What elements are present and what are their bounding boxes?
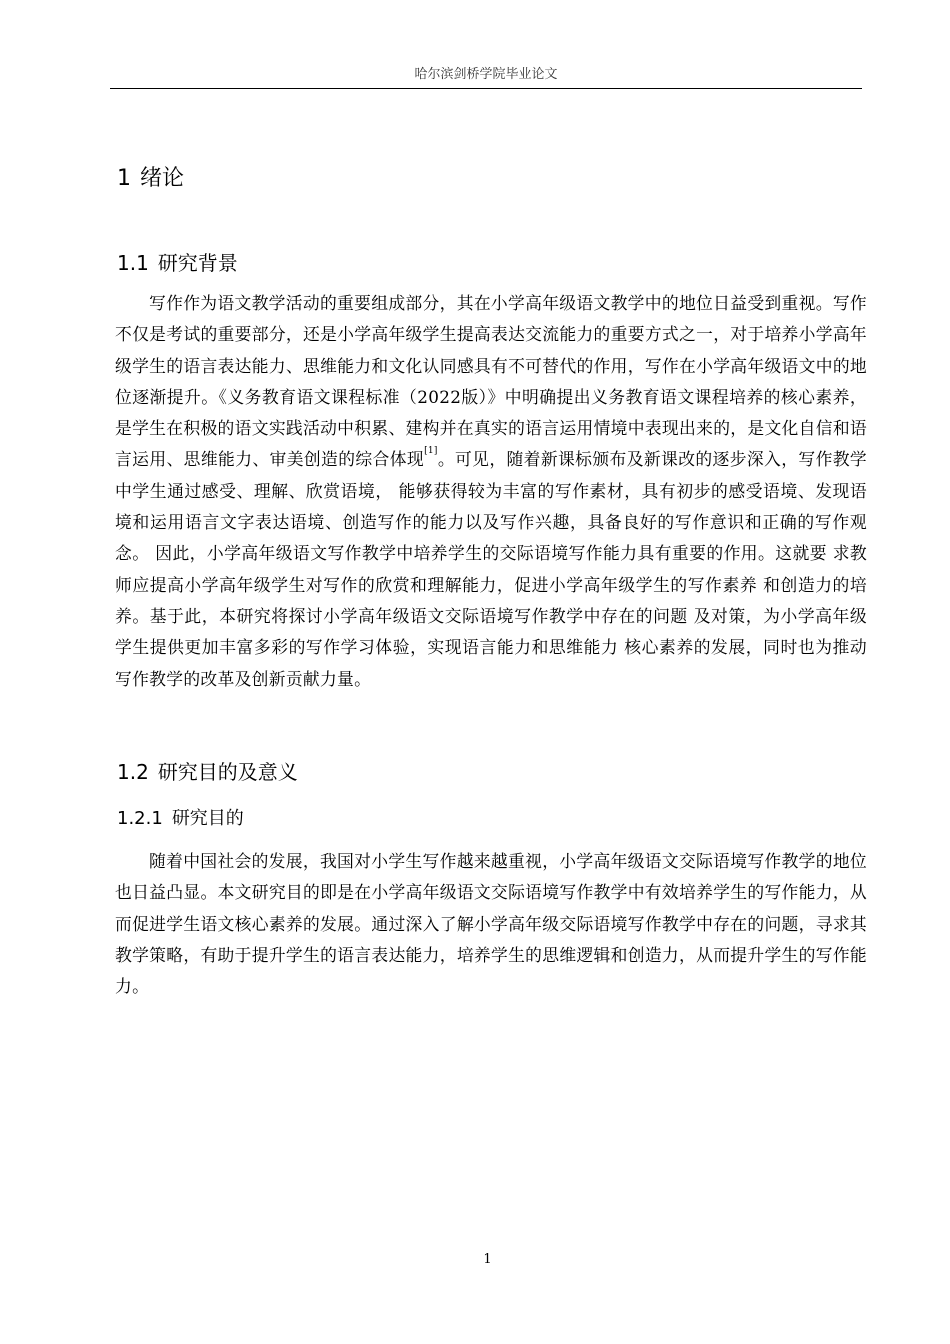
section-number: 1.2 (117, 760, 149, 784)
header-divider (110, 88, 862, 89)
section-number: 1.1 (117, 251, 149, 275)
section-heading-1-1 (117, 248, 238, 278)
chapter-heading (117, 163, 184, 195)
section-title: 研究背景 (157, 251, 238, 275)
subsection-heading-1-2-1 (117, 805, 244, 833)
subsection-number: 1.2.1 (117, 808, 163, 829)
background-paragraph (115, 288, 867, 695)
purpose-paragraph: 随着中国社会的发展，我国对小学生写作越来越重视，小学高年级语文交际语境写作教学的地位也日益凸显。本文研究目的即是在小学高年级语文交际语境写作教学中有效培养学生的写作能力，从而促进学生语文核心素养的发展。通过深入了解小学高年级交际语境写作教学中存在的问题，寻求其教学策略，有助于提升学生的语言表达能力，培养学生的思维逻辑和创造力，从而提升学生的写作能力。 (115, 851, 867, 997)
section-heading-1-2 (117, 757, 298, 787)
paragraph-text: 写作作为语文教学活动的重要组成部分，其在小学高年级语文教学中的地位日益受到重视。写作不仅是考试的重要部分，还是小学高年级学生提高表达交流能力的重要方式之一，对于培养小学高年级学生的语言表达能力、思维能力和文化认同感具有不可替代的作用，写作在小学高年级语文中的地位逐渐提升。《义务教育语文课程标准（2022版）》中明确提出义务教育语文课程培养的核心素养，是学生在积极的语文实践活动中积累、建构并在真实的语言运用情境中表现出来的，是文化自信和语言运用、思维能力、审美创造的综合体现 (115, 293, 867, 470)
subsection-title: 研究目的 (171, 808, 244, 829)
paragraph-text-continued: 。可见，随着新课标颁布及新课改的逐步深入，写作教学中学生通过感受、理解、欣赏语境， 能够获得较为丰富的写作素材，具有初步的感受语境、发现语境和运用语言文字表达语境、创造写作的能力以及写作兴趣，具备良好的写作意识和正确的写作观念。 因此，小学高年级语文写作教学中培养学生的交际语境写作能力具有重要的作用。这就要 求教师应提高小学高年级学生对写作的欣赏和理解能力，促进小学高年级学生的写作素养 和创造力的培养。基于此，本研究将探讨小学高年级语文交际语境写作教学中存在的问题 及对策，为小学高年级学生提供更加丰富多彩的写作学习体验，实现语言能力和思维能力 核心素养的发展，同时也为推动写作教学的改革及创新贡献力量。 (115, 449, 867, 689)
section-title: 研究目的及意义 (157, 760, 298, 784)
page-header: 哈尔滨剑桥学院毕业论文 (414, 67, 558, 82)
page-number: 1 (483, 1252, 492, 1267)
citation-reference: [1] (424, 446, 438, 457)
chapter-number: 1 (117, 166, 131, 191)
chapter-title: 绪论 (140, 166, 185, 191)
